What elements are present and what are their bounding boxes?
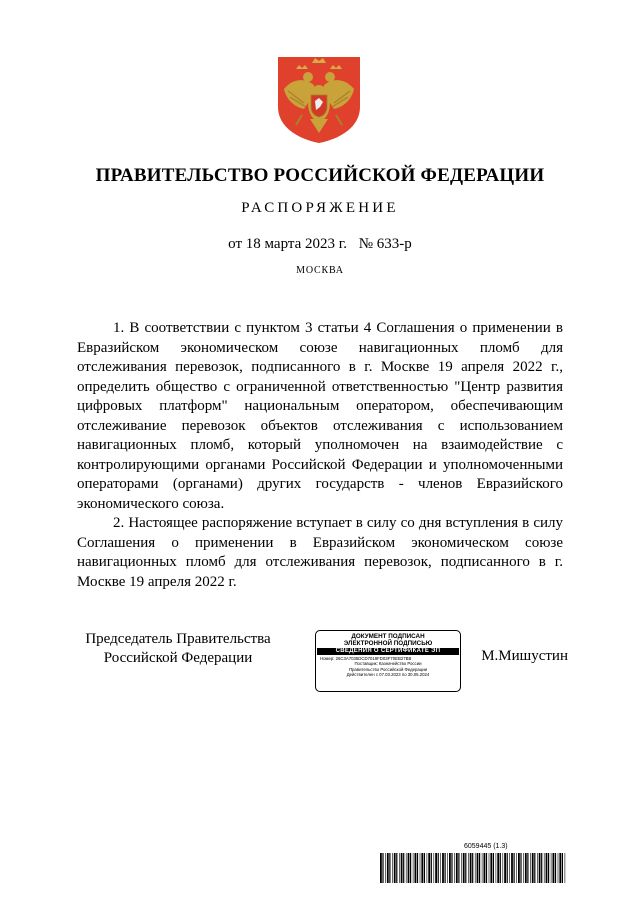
barcode-image <box>380 853 568 883</box>
document-number: № 633-р <box>358 236 412 252</box>
stamp-number: Номер: 26C3A7035DCD7018FD03F70EB27BB <box>320 656 412 661</box>
document-body <box>77 319 563 592</box>
document-date: от 18 марта 2023 г. <box>228 236 347 252</box>
signatory-position <box>78 630 278 668</box>
stamp-issuer: Поставщик: Казначейство России <box>354 661 422 667</box>
barcode-number: 6059445 (1.3) <box>464 843 508 850</box>
stamp-certificate-bar: СВЕДЕНИЯ О СЕРТИФИКАТЕ ЭП <box>317 648 459 655</box>
city: МОСКВА <box>296 265 344 276</box>
stamp-owner: Правительство Российской Федерации <box>348 666 428 672</box>
electronic-signature-stamp <box>315 630 461 692</box>
paragraph-2: 2. Настоящее распоряжение вступает в силу со дня вступления в силу Соглашения о применении в Евразийском экономическом союзе навигационных пломб для отслеживания перевозок, подписанного в г. Москве 19 апреля 2022 г. <box>77 515 563 590</box>
stamp-line-1: ДОКУМЕНТ ПОДПИСАН <box>351 633 425 640</box>
stamp-line-2: ЭЛЕКТРОННОЙ ПОДПИСЬЮ <box>343 640 433 647</box>
paragraph-1: 1. В соответствии с пунктом 3 статьи 4 Соглашения о применении в Евразийском экономическом союзе навигационных пломб для отслеживания перевозок, подписанного в г. Москве 19 апреля 2022 г., определить общество с ограниченной ответственностью "Центр развития цифровых платформ" национальным оператором, обеспечивающим отслеживание перевозок объектов отслеживания с использованием навигационных пломб, который уполномочен на взаимодействие с контролирующими органами Российской Федерации и уполномоченными операторами (органами) других государств - членов Евразийского экономического союза. <box>77 320 563 512</box>
position-line-2: Российской Федерации <box>103 650 253 666</box>
document-type: РАСПОРЯЖЕНИЕ <box>241 200 399 216</box>
government-title: ПРАВИТЕЛЬСТВО РОССИЙСКОЙ ФЕДЕРАЦИИ <box>95 165 545 186</box>
coat-of-arms-emblem <box>274 55 364 145</box>
document-date-line <box>0 236 640 253</box>
position-line-1: Председатель Правительства <box>85 631 271 647</box>
stamp-validity: Действителен с 07.03.2023 по 30.05.2024 <box>346 672 430 678</box>
signatory-name: М.Мишустин <box>481 648 568 664</box>
